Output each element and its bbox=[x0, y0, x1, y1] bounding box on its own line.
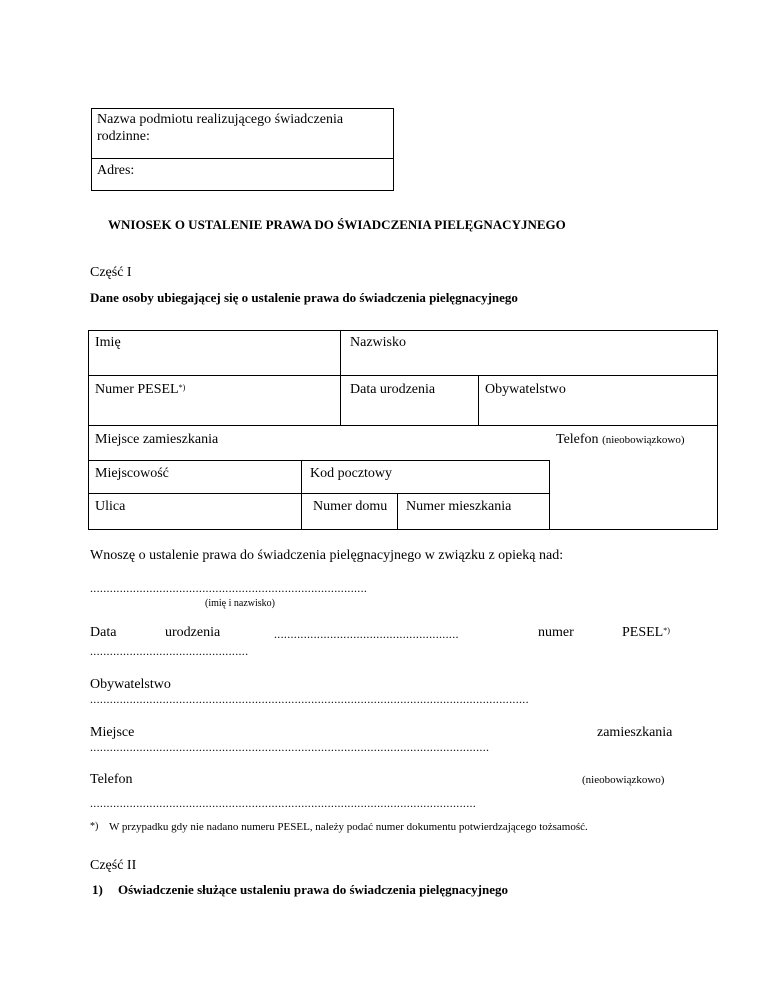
phone-label: Telefon bbox=[90, 772, 133, 787]
footnote-mark: *) bbox=[90, 821, 99, 832]
label-street: Ulica bbox=[95, 499, 126, 514]
label-last-name: Nazwisko bbox=[350, 335, 406, 350]
table-row-line-4 bbox=[88, 493, 550, 494]
provider-address-label: Adres: bbox=[97, 163, 135, 178]
care-statement: Wnoszę o ustalenie prawa do świadczenia pielęgnacyjnego w związku z opieką nad: bbox=[90, 548, 564, 563]
residence-label-2: zamieszkania bbox=[597, 725, 673, 740]
footnote-text: W przypadku gdy nie nadano numeru PESEL, należy podać numer dokumentu potwierdzającego tożsamość. bbox=[109, 821, 588, 833]
residence-line[interactable]: ......................................................................................................................... bbox=[90, 741, 490, 753]
pesel-line[interactable]: ................................................ bbox=[90, 645, 249, 657]
label-postal-code: Kod pocztowy bbox=[310, 466, 393, 481]
table-col-line-nazwisko bbox=[340, 330, 341, 425]
part1-heading: Część I bbox=[90, 265, 132, 280]
form-title: WNIOSEK O USTALENIE PRAWA DO ŚWIADCZENIA PIELĘGNACYJNEGO bbox=[108, 217, 566, 232]
label-citizenship: Obywatelstwo bbox=[485, 382, 566, 397]
citizenship-line[interactable]: ..................................................................................................................................... bbox=[90, 693, 529, 705]
table-col-line-kod bbox=[301, 460, 302, 530]
pesel-label-2-text: PESEL bbox=[622, 625, 664, 640]
cared-name-line[interactable]: .................................................................................... bbox=[90, 582, 368, 594]
label-phone bbox=[556, 431, 685, 448]
label-pesel bbox=[95, 381, 185, 398]
label-first-name: Imię bbox=[95, 335, 121, 350]
pesel-label-1: numer bbox=[538, 625, 574, 640]
table-row-line-1 bbox=[88, 375, 718, 376]
label-locality: Miejscowość bbox=[95, 466, 169, 481]
table-row-line-2 bbox=[88, 425, 718, 426]
label-pesel-text: Numer PESEL bbox=[95, 382, 179, 397]
birth-label-2: urodzenia bbox=[165, 625, 221, 640]
label-phone-text: Telefon bbox=[556, 432, 599, 447]
birth-label-1: Data bbox=[90, 625, 117, 640]
applicant-table bbox=[88, 330, 718, 530]
part2-item-number: 1) bbox=[92, 882, 103, 897]
label-residence: Miejsce zamieszkania bbox=[95, 432, 219, 447]
label-apartment-number: Numer mieszkania bbox=[406, 499, 512, 514]
residence-label-1: Miejsce bbox=[90, 725, 135, 740]
table-col-line-obywatelstwo bbox=[478, 375, 479, 425]
table-row-line-3 bbox=[88, 460, 550, 461]
label-pesel-mark: *) bbox=[178, 383, 186, 392]
citizenship-label: Obywatelstwo bbox=[90, 677, 171, 692]
pesel-label-mark: *) bbox=[663, 626, 670, 635]
part2-heading: Część II bbox=[90, 858, 137, 873]
part2-item-title: Oświadczenie służące ustaleniu prawa do świadczenia pielęgnacyjnego bbox=[118, 882, 508, 897]
birth-date-line[interactable]: ........................................................ bbox=[274, 628, 459, 640]
part1-subheading: Dane osoby ubiegającej się o ustalenie prawa do świadczenia pielęgnacyjnego bbox=[90, 290, 518, 305]
cared-name-hint: (imię i nazwisko) bbox=[205, 598, 275, 609]
label-birth-date: Data urodzenia bbox=[350, 382, 436, 397]
label-house-number: Numer domu bbox=[313, 499, 388, 514]
label-phone-optional: (nieobowiązkowo) bbox=[602, 434, 685, 446]
provider-name-label: Nazwa podmiotu realizującego świadczenia rodzinne: bbox=[97, 112, 344, 144]
table-col-line-telefon bbox=[549, 460, 550, 530]
table-col-line-mieszkania bbox=[397, 493, 398, 530]
phone-line[interactable]: ..................................................................................................................... bbox=[90, 797, 477, 809]
pesel-label-2 bbox=[622, 624, 670, 641]
phone-optional-label: (nieobowiązkowo) bbox=[582, 774, 665, 786]
provider-box-divider bbox=[91, 158, 394, 159]
